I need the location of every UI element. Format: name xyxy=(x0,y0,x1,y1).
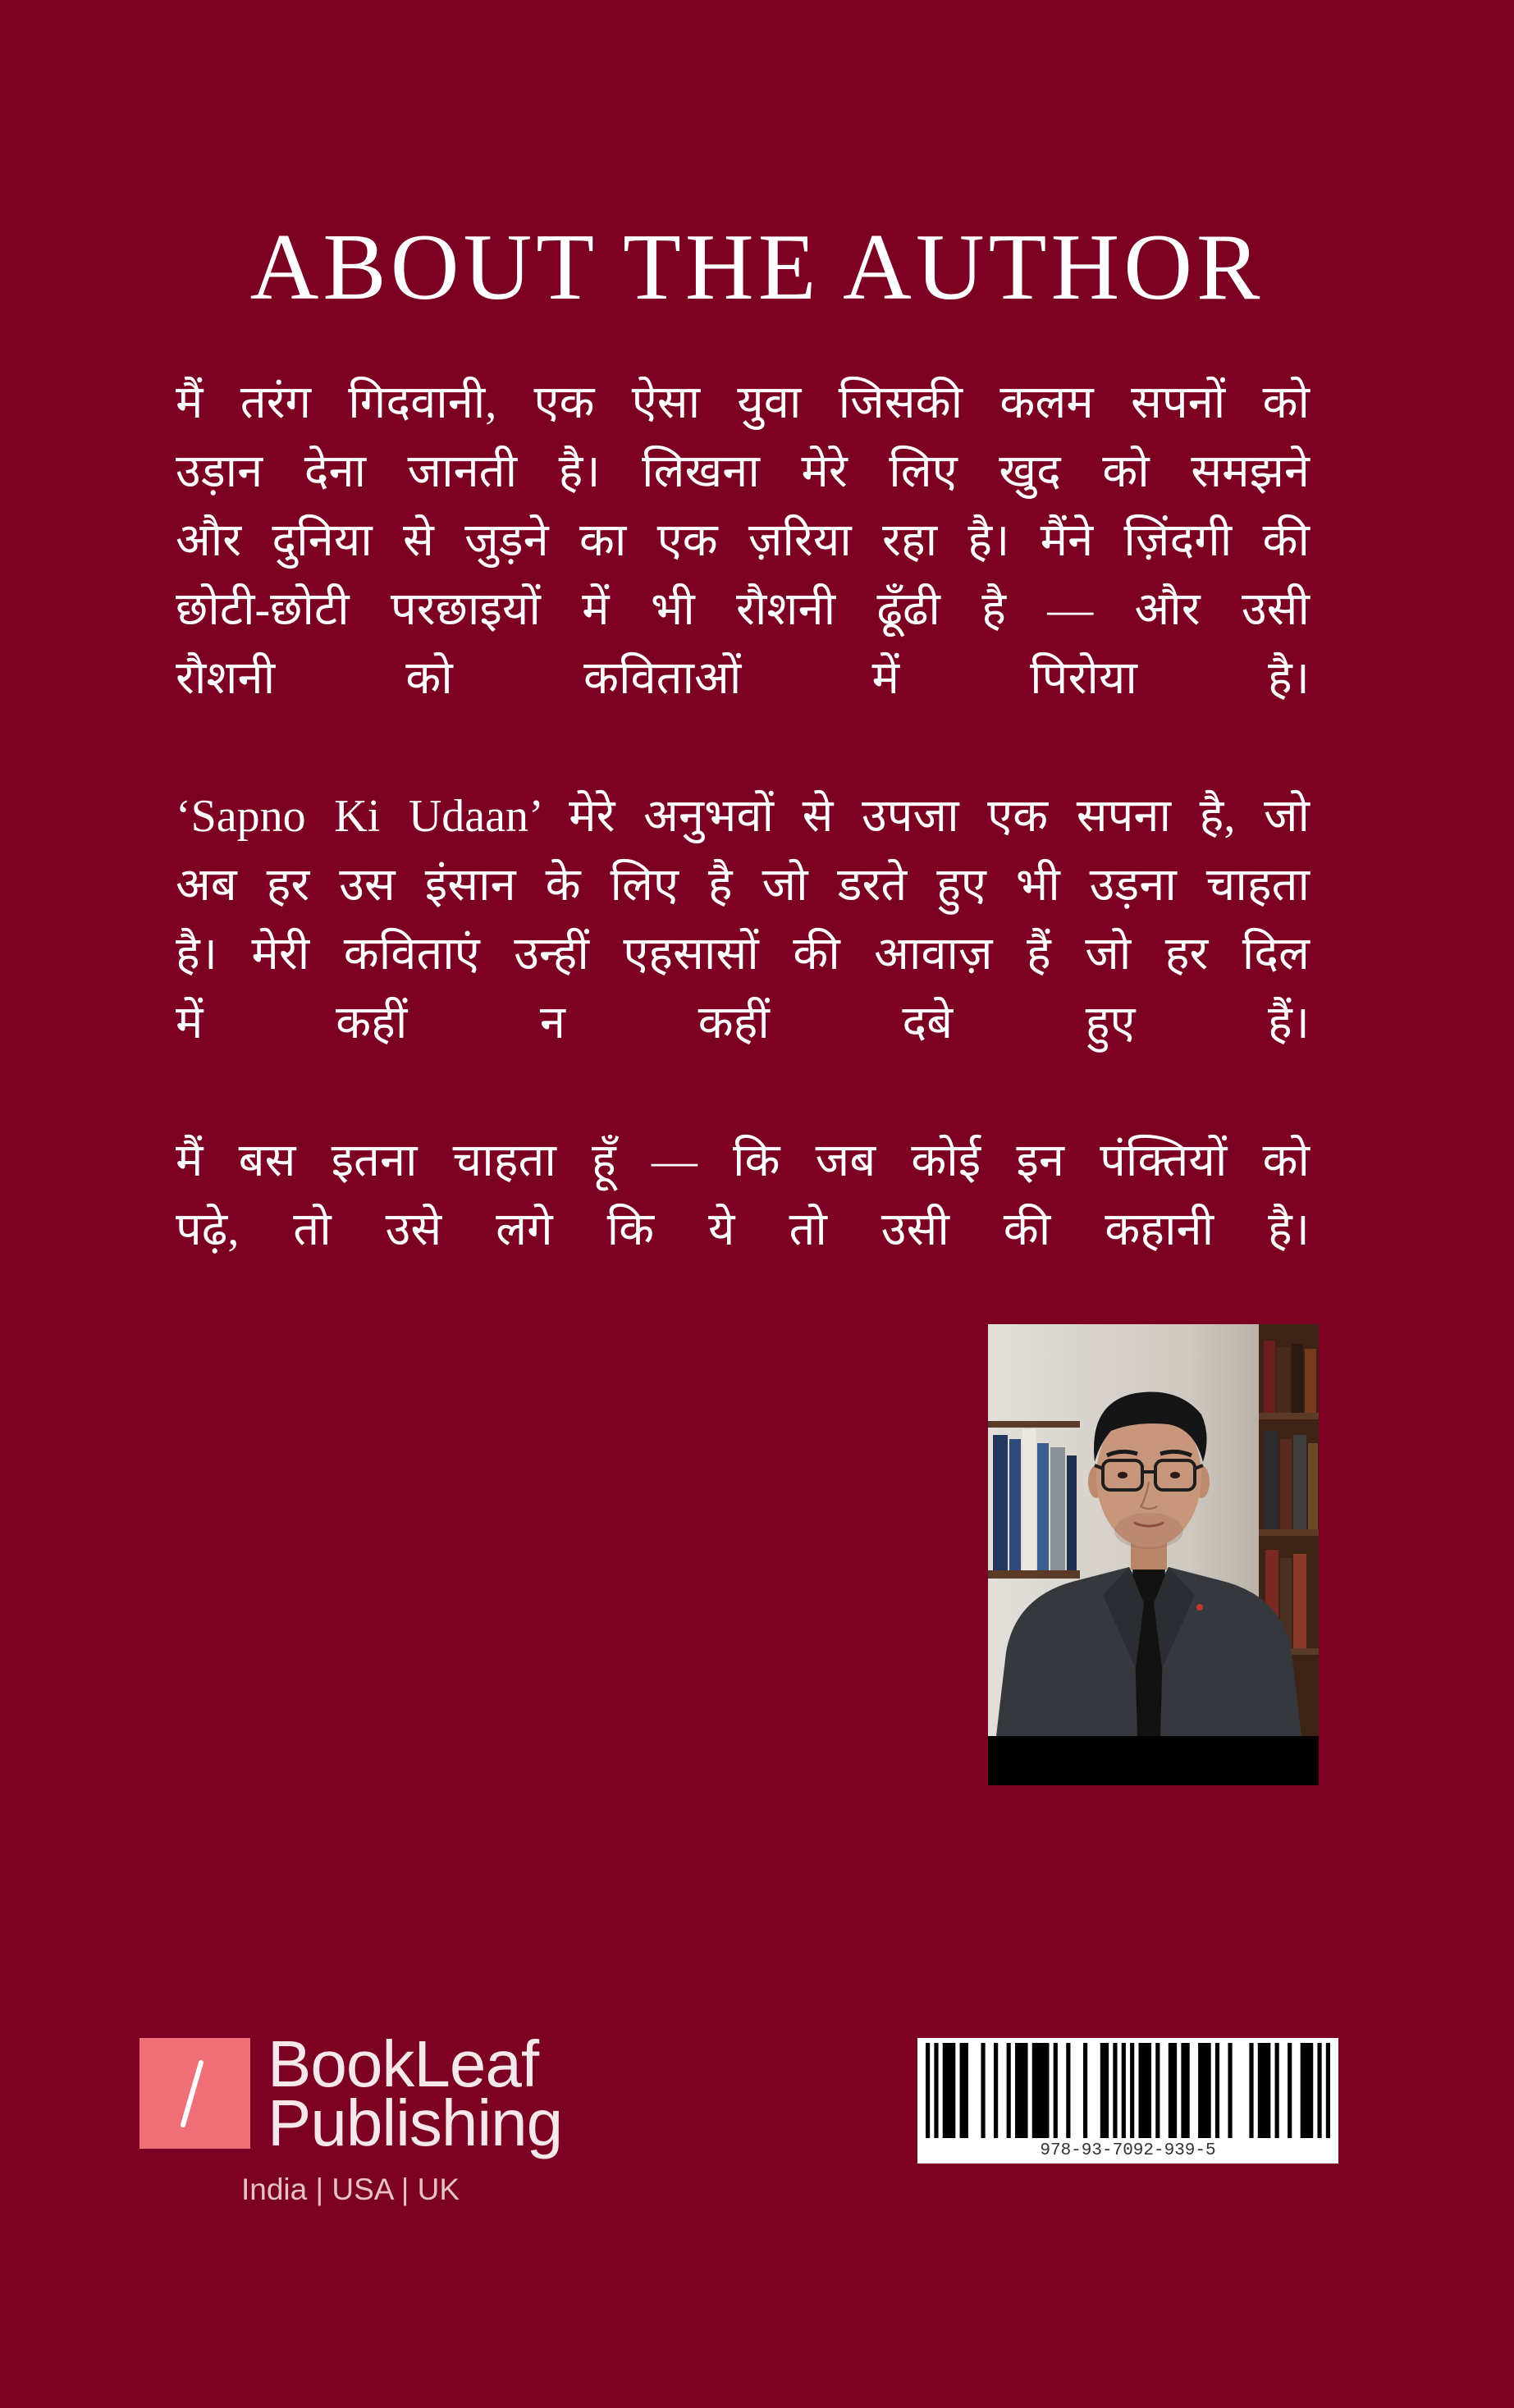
barcode-bar xyxy=(1130,2043,1134,2138)
barcode-bar xyxy=(1007,2043,1011,2138)
bio-line: और दुनिया से जुड़ने का एक ज़रिया रहा है। मैंने ज़िंदगी की xyxy=(176,515,1310,566)
paragraph-gap xyxy=(176,1058,1310,1126)
barcode-bar xyxy=(960,2043,968,2138)
barcode-bar xyxy=(943,2043,956,2138)
publisher-logo xyxy=(140,2038,250,2149)
barcode-bar xyxy=(1100,2043,1109,2138)
bio-line: मैं बस इतना चाहता हूँ — कि जब कोई इन पंक्तियों को xyxy=(176,1135,1310,1186)
bio-line: पढ़े, तो उसे लगे कि ये तो उसी की कहानी है। xyxy=(176,1204,1310,1255)
barcode-bar xyxy=(1326,2043,1330,2138)
barcode-bar xyxy=(1317,2043,1321,2138)
isbn-barcode xyxy=(917,2038,1338,2164)
author-portrait-image xyxy=(988,1324,1319,1785)
barcode-bars xyxy=(926,2043,1330,2138)
bio-line: में कहीं न कहीं दबे हुए हैं। xyxy=(176,998,1310,1049)
barcode-bar xyxy=(1122,2043,1126,2138)
barcode-bar xyxy=(1301,2043,1314,2138)
barcode-bar xyxy=(1066,2043,1070,2138)
publisher-name-line1: BookLeaf xyxy=(268,2027,539,2100)
barcode-bar xyxy=(1258,2043,1271,2138)
barcode-bar xyxy=(1113,2043,1117,2138)
bio-line: है। मेरी कविताएं उन्हीं एहसासों की आवाज़ हैं जो हर दिल xyxy=(176,929,1310,980)
barcode-bar xyxy=(926,2043,930,2138)
page-title: ABOUT THE AUTHOR xyxy=(249,215,1265,320)
barcode-bar xyxy=(1155,2043,1160,2138)
barcode-bar xyxy=(1215,2043,1219,2138)
publisher-regions: India | USA | UK xyxy=(240,2173,460,2206)
barcode-bar xyxy=(994,2043,998,2138)
bio-line: रौशनी को कविताओं में पिरोया है। xyxy=(176,653,1310,704)
author-bio xyxy=(176,368,1310,1264)
barcode-bar xyxy=(1032,2043,1050,2138)
author-photo xyxy=(988,1324,1319,1785)
barcode-bar xyxy=(1249,2043,1253,2138)
barcode-bar xyxy=(1169,2043,1177,2138)
barcode-bar xyxy=(1083,2043,1087,2138)
bio-line: अब हर उस इंसान के लिए है जो डरते हुए भी उड़ना चाहता xyxy=(176,860,1310,911)
slash-logo-icon xyxy=(140,2038,250,2149)
barcode-bar xyxy=(1228,2043,1232,2138)
bio-line: छोटी-छोटी परछाइयों में भी रौशनी ढूँढी है — और उसी xyxy=(176,584,1310,635)
bio-line: मैं तरंग गिदवानी, एक ऐसा युवा जिसकी कलम सपनों को xyxy=(176,377,1310,428)
barcode-bar xyxy=(1138,2043,1151,2138)
isbn-number: 978-93-7092-939-5 xyxy=(1040,2141,1216,2160)
barcode-bar xyxy=(1015,2043,1028,2138)
barcode-bar xyxy=(1288,2043,1292,2138)
barcode-bar xyxy=(1198,2043,1211,2138)
barcode-bar xyxy=(981,2043,985,2138)
barcode-bar xyxy=(934,2043,938,2138)
barcode-bar xyxy=(1275,2043,1279,2138)
bio-line: उड़ान देना जानती है। लिखना मेरे लिए खुद को समझने xyxy=(176,446,1310,497)
barcode-bar xyxy=(1054,2043,1058,2138)
paragraph-gap xyxy=(176,713,1310,782)
barcode-bar xyxy=(1181,2043,1189,2138)
publisher-name-line2: Publishing xyxy=(268,2086,563,2159)
bio-line: ‘Sapno Ki Udaan’ मेरे अनुभवों से उपजा एक सपना है, जो xyxy=(176,791,1310,842)
